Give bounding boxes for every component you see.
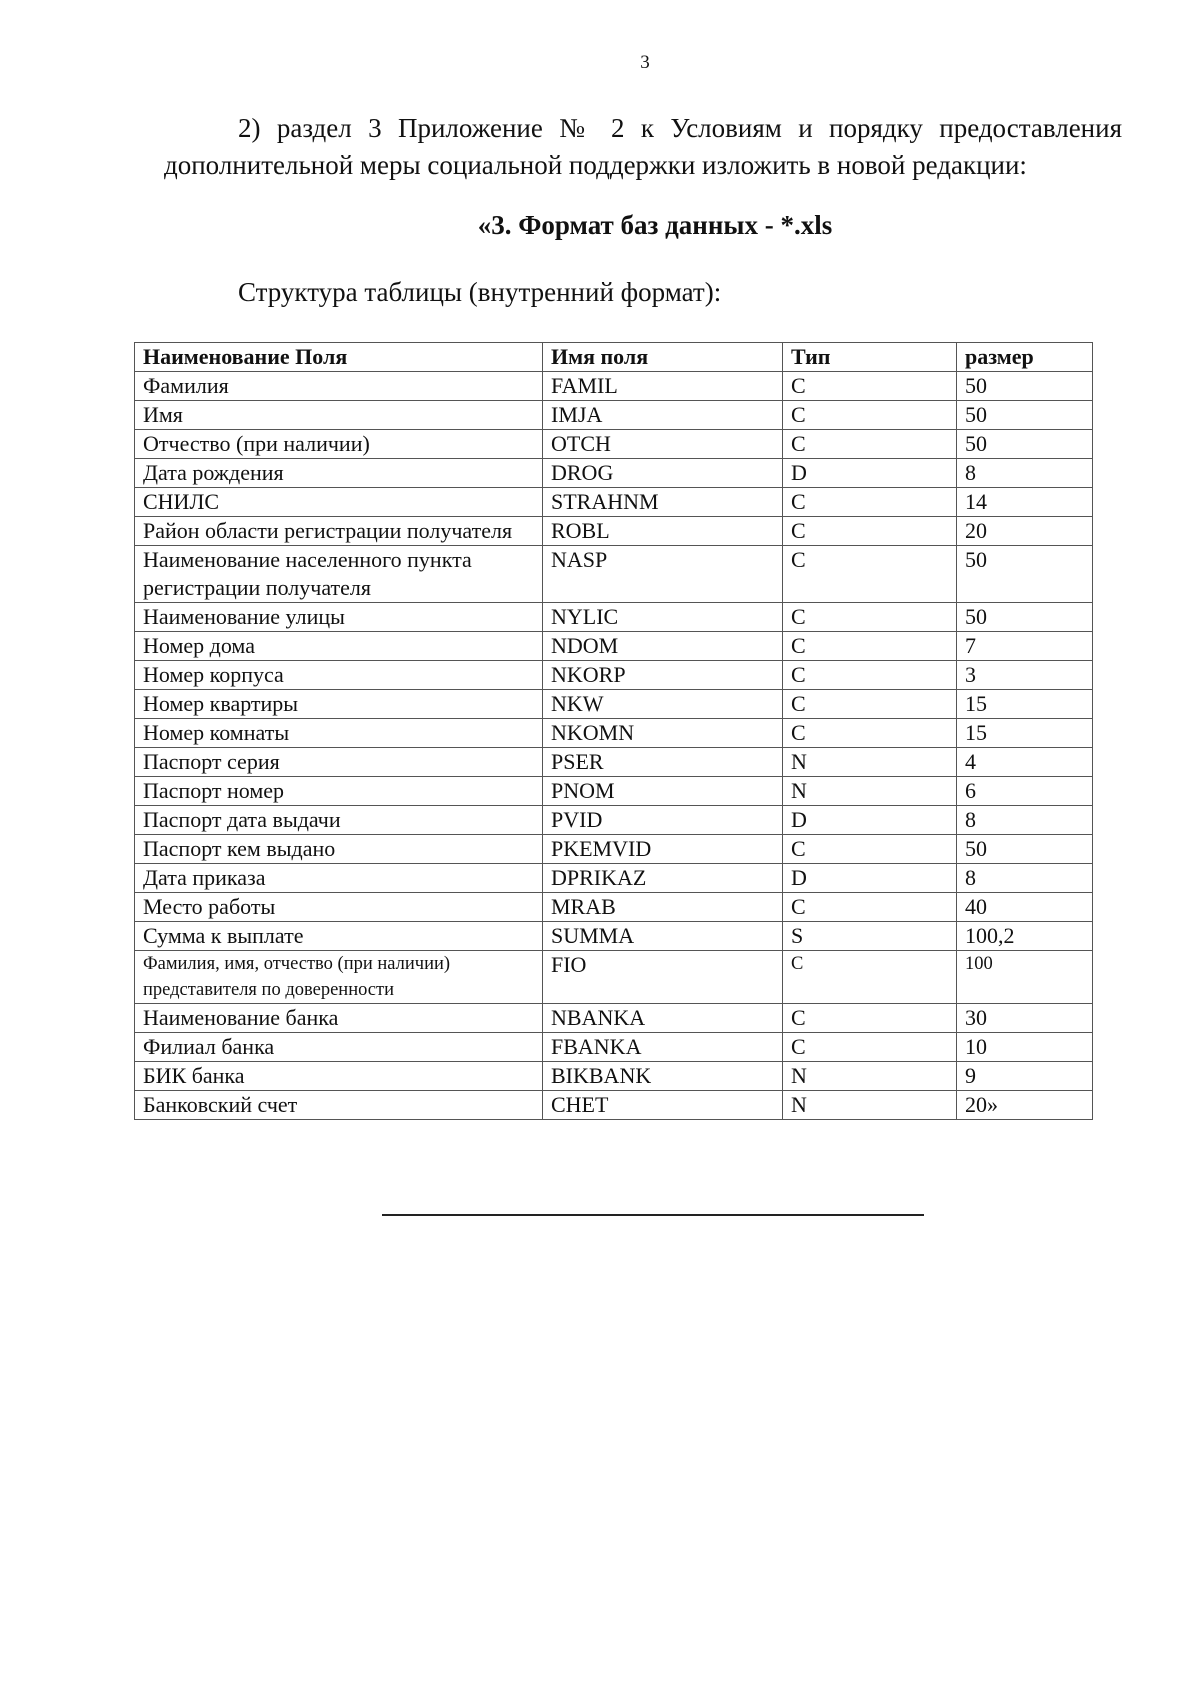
field-name-cell: Район области регистрации получателя xyxy=(135,517,543,546)
table-row xyxy=(135,1004,1093,1033)
field-size-cell: 8 xyxy=(957,459,1093,488)
field-name-cell: Паспорт кем выдано xyxy=(135,835,543,864)
field-type-cell: C xyxy=(783,1033,957,1062)
field-name-cell: Номер комнаты xyxy=(135,719,543,748)
table-row xyxy=(135,401,1093,430)
field-size-cell: 50 xyxy=(957,603,1093,632)
amendment-intro: 2) раздел 3 Приложение № 2 к Условиям и порядку предоставления дополнительной меры социальной поддержки изложить в новой редакции: xyxy=(164,113,1122,180)
table-row xyxy=(135,690,1093,719)
field-size-cell: 100 xyxy=(957,951,1093,1004)
section-title: «3. Формат баз данных - *.xls xyxy=(477,210,833,240)
table-row xyxy=(135,517,1093,546)
table-row xyxy=(135,806,1093,835)
field-code-cell: NKOMN xyxy=(543,719,783,748)
field-name-cell: Номер квартиры xyxy=(135,690,543,719)
field-type-cell: C xyxy=(783,835,957,864)
field-name-cell: Наименование банка xyxy=(135,1004,543,1033)
table-row xyxy=(135,372,1093,401)
field-size-cell: 50 xyxy=(957,372,1093,401)
field-code-cell: NDOM xyxy=(543,632,783,661)
field-type-cell: D xyxy=(783,459,957,488)
field-type-cell: D xyxy=(783,864,957,893)
table-row xyxy=(135,430,1093,459)
table-row xyxy=(135,488,1093,517)
table-row xyxy=(135,777,1093,806)
table-row xyxy=(135,1091,1093,1120)
field-size-cell: 14 xyxy=(957,488,1093,517)
field-code-cell: IMJA xyxy=(543,401,783,430)
page-number: 3 xyxy=(640,52,650,73)
field-name-cell: Фамилия, имя, отчество (при наличии) представителя по доверенности xyxy=(135,951,543,1004)
table-row xyxy=(135,951,1093,1004)
table-row xyxy=(135,922,1093,951)
field-type-cell: C xyxy=(783,661,957,690)
field-name-cell: Номер дома xyxy=(135,632,543,661)
field-name-cell: Сумма к выплате xyxy=(135,922,543,951)
field-name-cell: Номер корпуса xyxy=(135,661,543,690)
field-type-cell: N xyxy=(783,777,957,806)
field-name-cell: Имя xyxy=(135,401,543,430)
field-type-cell: C xyxy=(783,372,957,401)
table-row xyxy=(135,719,1093,748)
table-row xyxy=(135,893,1093,922)
field-size-cell: 40 xyxy=(957,893,1093,922)
field-code-cell: OTCH xyxy=(543,430,783,459)
field-type-cell: S xyxy=(783,922,957,951)
table-row xyxy=(135,1033,1093,1062)
field-type-cell: N xyxy=(783,1062,957,1091)
field-type-cell: C xyxy=(783,719,957,748)
table-row xyxy=(135,603,1093,632)
field-code-cell: BIKBANK xyxy=(543,1062,783,1091)
field-name-cell: СНИЛС xyxy=(135,488,543,517)
field-code-cell: PNOM xyxy=(543,777,783,806)
field-type-cell: C xyxy=(783,430,957,459)
field-size-cell: 15 xyxy=(957,719,1093,748)
field-code-cell: PVID xyxy=(543,806,783,835)
table-row xyxy=(135,632,1093,661)
field-name-cell: Дата рождения xyxy=(135,459,543,488)
field-name-cell: Филиал банка xyxy=(135,1033,543,1062)
field-code-cell: FAMIL xyxy=(543,372,783,401)
field-type-cell: C xyxy=(783,603,957,632)
field-size-cell: 50 xyxy=(957,835,1093,864)
header-field-type: Тип xyxy=(783,343,957,372)
field-type-cell: C xyxy=(783,632,957,661)
field-size-cell: 50 xyxy=(957,430,1093,459)
field-name-cell: Наименование населенного пункта регистрации получателя xyxy=(135,546,543,603)
field-name-cell: Паспорт серия xyxy=(135,748,543,777)
field-type-cell: C xyxy=(783,951,957,1004)
field-code-cell: FIO xyxy=(543,951,783,1004)
field-size-cell: 4 xyxy=(957,748,1093,777)
field-name-cell: Место работы xyxy=(135,893,543,922)
field-size-cell: 8 xyxy=(957,864,1093,893)
table-row xyxy=(135,1062,1093,1091)
field-code-cell: DROG xyxy=(543,459,783,488)
field-size-cell: 50 xyxy=(957,401,1093,430)
field-type-cell: C xyxy=(783,893,957,922)
field-size-cell: 100,2 xyxy=(957,922,1093,951)
field-type-cell: C xyxy=(783,1004,957,1033)
field-size-cell: 10 xyxy=(957,1033,1093,1062)
closing-rule xyxy=(382,1214,924,1216)
field-type-cell: C xyxy=(783,546,957,603)
field-size-cell: 30 xyxy=(957,1004,1093,1033)
table-caption: Структура таблицы (внутренний формат): xyxy=(238,277,722,307)
field-size-cell: 50 xyxy=(957,546,1093,603)
field-name-cell: Дата приказа xyxy=(135,864,543,893)
field-size-cell: 6 xyxy=(957,777,1093,806)
field-name-cell: Наименование улицы xyxy=(135,603,543,632)
field-name-cell: Паспорт дата выдачи xyxy=(135,806,543,835)
table-header-row xyxy=(135,343,1093,372)
field-size-cell: 20» xyxy=(957,1091,1093,1120)
field-type-cell: D xyxy=(783,806,957,835)
table-row xyxy=(135,748,1093,777)
field-name-cell: Отчество (при наличии) xyxy=(135,430,543,459)
field-code-cell: MRAB xyxy=(543,893,783,922)
header-field-code: Имя поля xyxy=(543,343,783,372)
field-type-cell: N xyxy=(783,748,957,777)
field-size-cell: 7 xyxy=(957,632,1093,661)
field-size-cell: 9 xyxy=(957,1062,1093,1091)
field-size-cell: 3 xyxy=(957,661,1093,690)
database-format-table xyxy=(134,342,1093,1120)
field-name-cell: Фамилия xyxy=(135,372,543,401)
table-row xyxy=(135,546,1093,603)
field-size-cell: 20 xyxy=(957,517,1093,546)
field-name-cell: БИК банка xyxy=(135,1062,543,1091)
field-size-cell: 8 xyxy=(957,806,1093,835)
field-code-cell: NASP xyxy=(543,546,783,603)
field-code-cell: PKEMVID xyxy=(543,835,783,864)
field-code-cell: SUMMA xyxy=(543,922,783,951)
table-row xyxy=(135,864,1093,893)
field-code-cell: STRAHNM xyxy=(543,488,783,517)
field-type-cell: N xyxy=(783,1091,957,1120)
field-code-cell: NKORP xyxy=(543,661,783,690)
field-type-cell: C xyxy=(783,401,957,430)
field-code-cell: NBANKA xyxy=(543,1004,783,1033)
header-field-name: Наименование Поля xyxy=(135,343,543,372)
table-row xyxy=(135,835,1093,864)
field-type-cell: C xyxy=(783,690,957,719)
field-code-cell: FBANKA xyxy=(543,1033,783,1062)
field-name-cell: Паспорт номер xyxy=(135,777,543,806)
field-size-cell: 15 xyxy=(957,690,1093,719)
field-code-cell: ROBL xyxy=(543,517,783,546)
field-name-cell: Банковский счет xyxy=(135,1091,543,1120)
field-code-cell: NYLIC xyxy=(543,603,783,632)
field-code-cell: PSER xyxy=(543,748,783,777)
field-code-cell: DPRIKAZ xyxy=(543,864,783,893)
table-row xyxy=(135,459,1093,488)
field-type-cell: C xyxy=(783,517,957,546)
table-row xyxy=(135,661,1093,690)
field-code-cell: NKW xyxy=(543,690,783,719)
field-code-cell: CHET xyxy=(543,1091,783,1120)
header-field-size: размер xyxy=(957,343,1093,372)
field-type-cell: C xyxy=(783,488,957,517)
